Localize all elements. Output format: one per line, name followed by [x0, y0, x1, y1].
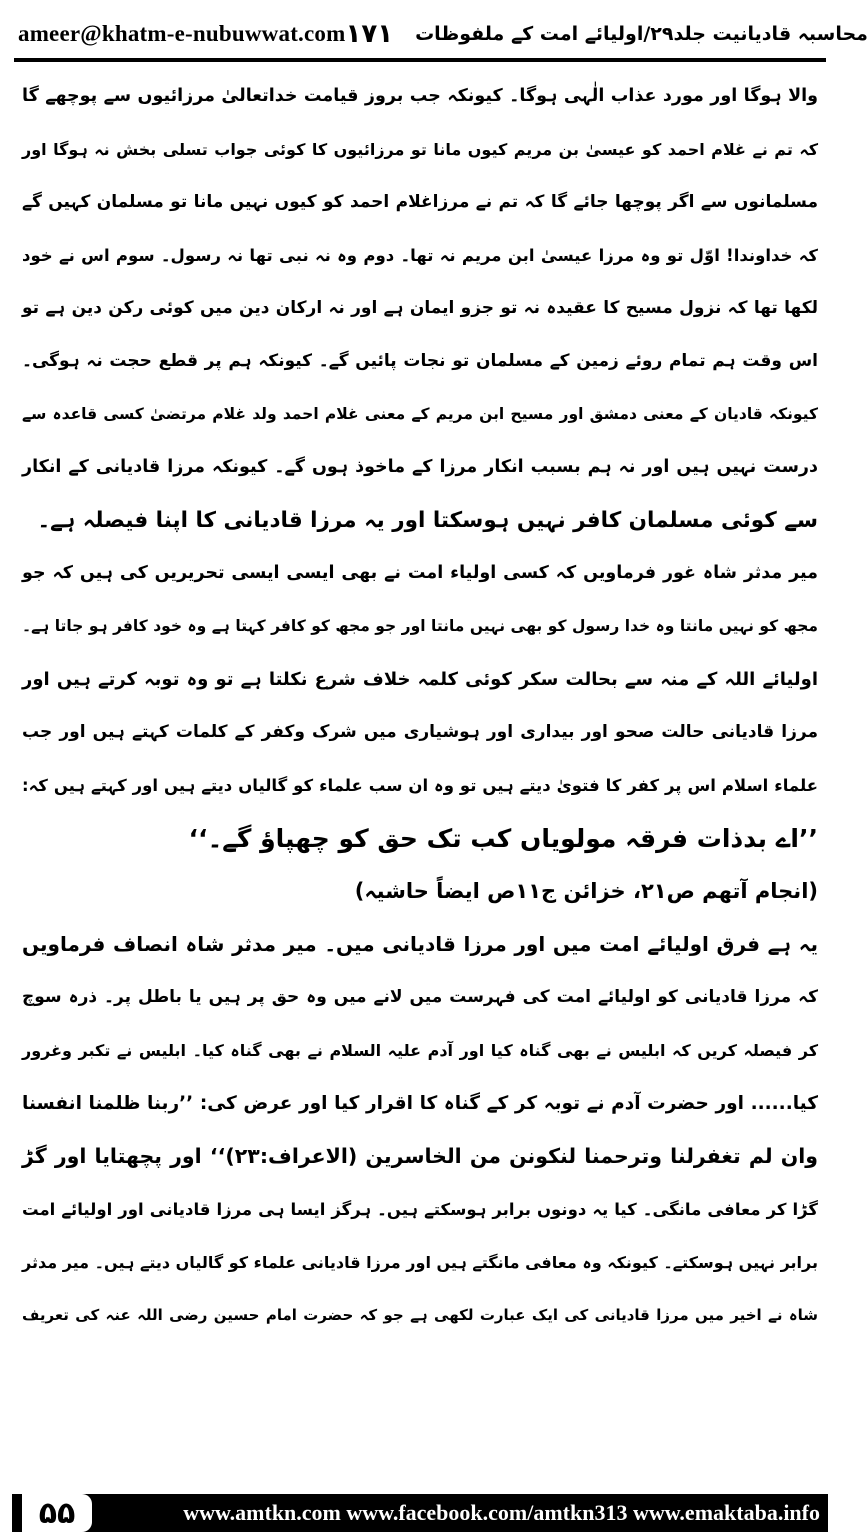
- text-line: گڑا کر معافی مانگی۔ کیا یہ دونوں برابر ہوسکتے ہیں۔ ہرگز ایسا ہی مرزا قادیانی اور اولیائے امت: [22, 1200, 818, 1219]
- text-line: وان لم تغفرلنا وترحمنا لنکونن من الخاسرین (الاعراف:۲۳)‘‘ اور پچھتایا اور گڑ: [22, 1144, 818, 1168]
- header-email: ameer@khatm-e-nubuwwat.com: [18, 21, 346, 46]
- page-body: [22, 70, 818, 1342]
- text-line: کہ خداوندا! اوّل تو وہ مرزا عیسیٰ ابن مریم نہ تھا۔ دوم وہ نہ نبی تھا نہ رسول۔ سوم اس نے خود: [22, 246, 818, 265]
- text-line: میر مدثر شاہ غور فرماویں کہ کسی اولیاء امت نے بھی ایسی ایسی تحریریں کی ہیں کہ جو: [22, 563, 818, 583]
- header-title-group: [345, 19, 867, 49]
- header-page-marker: ۱۷۱: [345, 19, 394, 49]
- text-line: کر فیصلہ کریں کہ ابلیس نے بھی گناہ کیا اور آدم علیہ السلام نے بھی گناہ کیا۔ ابلیس نے تکبر وغرور: [22, 1041, 818, 1060]
- text-line: کہ مرزا قادیانی کو اولیائے امت کی فہرست میں لانے میں وہ حق پر ہیں یا باطل پر۔ ذرہ سوچ: [22, 987, 818, 1007]
- text-line: برابر نہیں ہوسکتے۔ کیونکہ وہ معافی مانگتے ہیں اور مرزا قادیانی علماء کو گالیاں دیتے ہیں۔ میر مدثر: [22, 1253, 818, 1272]
- header-title: محاسبہ قادیانیت جلد۲۹/اولیائے امت کے ملفوظات: [415, 23, 868, 45]
- footer-page-number: ۵۵: [22, 1494, 92, 1532]
- footer-links: www.amtkn.com www.facebook.com/amtkn313 www.emaktaba.info: [183, 1500, 820, 1525]
- text-line: کیونکہ قادیان کے معنی دمشق اور مسیح ابن مریم کے معنی غلام احمد ولد غلام مرتضیٰ کسی قاعدہ سے: [22, 405, 818, 423]
- text-line: درست نہیں ہیں اور نہ ہم بسبب انکار مرزا کے ماخوذ ہوں گے۔ کیونکہ مرزا قادیانی کے انکار: [22, 457, 818, 477]
- text-line: والا ہوگا اور مورد عذاب الٰہی ہوگا۔ کیونکہ جب بروز قیامت خداتعالیٰ مرزائیوں سے پوچھے گا: [22, 86, 818, 106]
- text-line: یہ ہے فرق اولیائے امت میں اور مرزا قادیانی میں۔ میر مدثر شاہ انصاف فرماویں: [22, 932, 818, 956]
- quote-line: ’’اے بدذات فرقہ مولویاں کب تک حق کو چھپاؤ گے۔‘‘: [188, 824, 818, 853]
- text-line: سے کوئی مسلمان کافر نہیں ہوسکتا اور یہ مرزا قادیانی کا اپنا فیصلہ ہے۔: [37, 508, 818, 533]
- text-line: اولیائے اللہ کے منہ سے بحالت سکر کوئی کلمہ خلاف شرع نکلتا ہے تو وہ توبہ کرتے ہیں اور: [22, 669, 818, 690]
- text-line: علماء اسلام اس پر کفر کا فتویٰ دیتے ہیں تو وہ ان سب علماء کو گالیاں دیتے ہیں اور کہتے ہیں کہ:: [22, 776, 818, 795]
- citation-line: (انجام آتھم ص۲۱، خزائن ج۱۱ص ایضاً حاشیہ): [354, 879, 818, 903]
- text-line: کیا...... اور حضرت آدم نے توبہ کر کے گناہ کا اقرار کیا اور عرض کی: ’’ربنا ظلمنا انفسنا: [22, 1093, 818, 1114]
- text-line: لکھا تھا کہ نزول مسیح کا عقیدہ نہ تو جزو ایمان ہے اور نہ ارکان دین میں کوئی رکن دین ہے تو: [22, 298, 818, 318]
- text-line: اس وقت ہم تمام روئے زمین کے مسلمان تو نجات پائیں گے۔ کیونکہ ہم پر قطع حجت نہ ہوگی۔: [22, 351, 818, 371]
- text-line: مسلمانوں سے اگر پوچھا جائے گا کہ تم نے مرزاغلام احمد کو کیوں نہیں مانا تو مسلمان کہیں گے: [22, 192, 818, 212]
- text-line: کہ تم نے غلام احمد کو عیسیٰ بن مریم کیوں مانا تو مرزائیوں کا کوئی جواب تسلی بخش نہ ہوگا اور: [22, 140, 818, 159]
- page-footer: [12, 1494, 828, 1532]
- page-header: [18, 14, 868, 54]
- text-line: شاہ نے اخیر میں مرزا قادیانی کی ایک عبارت لکھی ہے جو کہ حضرت امام حسین رضی اللہ عنہ کی تعریف: [22, 1306, 818, 1324]
- text-line: مجھ کو نہیں مانتا وہ خدا رسول کو بھی نہیں مانتا اور جو مجھ کو کافر کہتا ہے وہ خود کافر ہو جاتا ہے۔: [22, 617, 818, 635]
- header-divider: [14, 58, 826, 62]
- text-line: مرزا قادیانی حالت صحو اور بیداری اور ہوشیاری میں شرک وکفر کے کلمات کہتے ہیں اور جب: [22, 722, 818, 742]
